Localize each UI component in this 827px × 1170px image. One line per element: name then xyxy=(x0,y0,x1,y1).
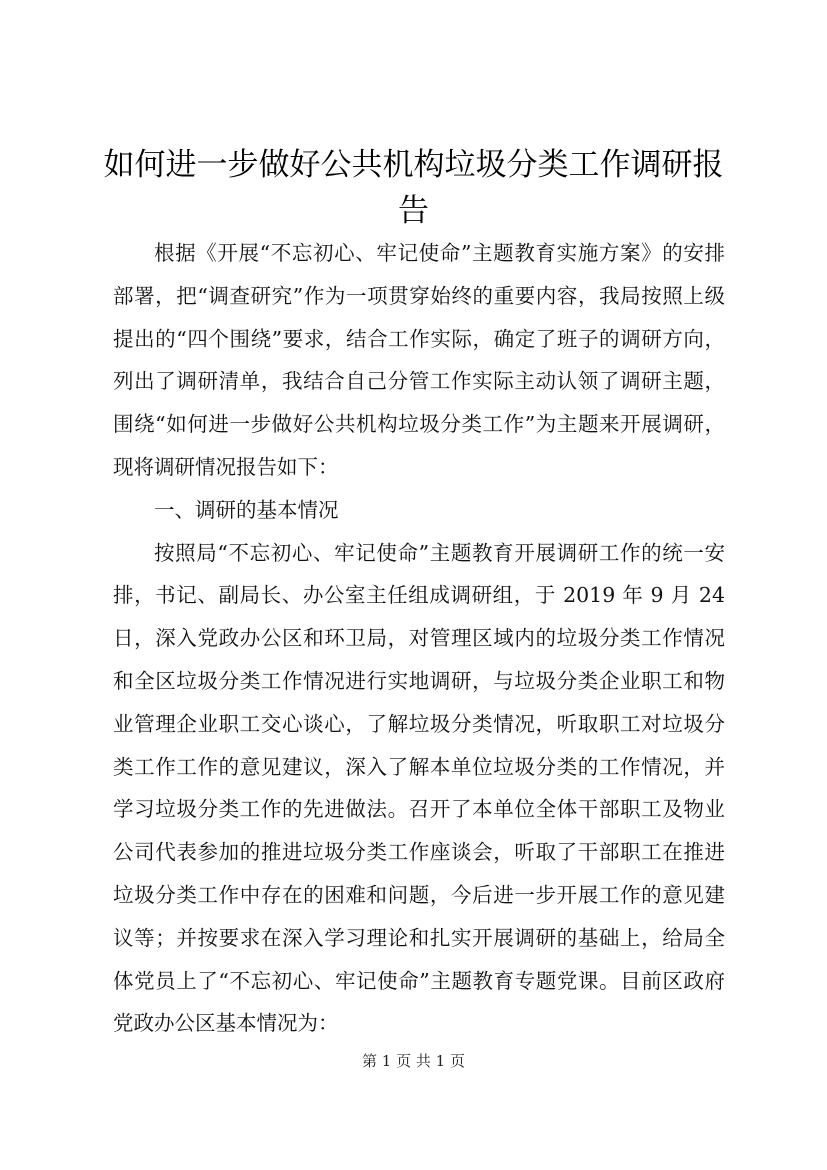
page-number-footer: 第 1 页 共 1 页 xyxy=(362,1052,465,1070)
document-body xyxy=(113,232,725,1045)
section-heading: 一、调研的基本情况 xyxy=(154,497,339,522)
intro-paragraph: 根据《开展“不忘初心、牢记使命”主题教育实施方案》的安排部署，把“调查研究”作为一项贯穿始终的重要内容，我局按照上级提出的“四个围绕”要求，结合工作实际，确定了班子的调研方向，列出了调研清单，我结合自己分管工作实际主动认领了调研主题，围绕“如何进一步做好公共机构垃圾分类工作”为主题来开展调研，现将调研情况报告如下： xyxy=(113,241,725,479)
body-paragraph: 按照局“不忘初心、牢记使命”主题教育开展调研工作的统一安排，书记、副局长、办公室主任组成调研组，于 2019 年 9 月 24 日，深入党政办公区和环卫局，对管理区域内的垃圾分类工作情况和全区垃圾分类工作情况进行实地调研，与垃圾分类企业职工和物业管理企业职工交心谈心，了解垃圾分类情况，听取职工对垃圾分类工作工作的意见建议，深入了解本单位垃圾分类的工作情况，并学习垃圾分类工作的先进做法。召开了本单位全体干部职工及物业公司代表参加的推进垃圾分类工作座谈会，听取了干部职工在推进垃圾分类工作中存在的困难和问题，今后进一步开展工作的意见建议等；并按要求在深入学习理论和扎实开展调研的基础上，给局全体党员上了“不忘初心、牢记使命”主题教育专题党课。目前区政府党政办公区基本情况为： xyxy=(113,540,725,1036)
document-title: 如何进一步做好公共机构垃圾分类工作调研报告 xyxy=(103,147,724,229)
